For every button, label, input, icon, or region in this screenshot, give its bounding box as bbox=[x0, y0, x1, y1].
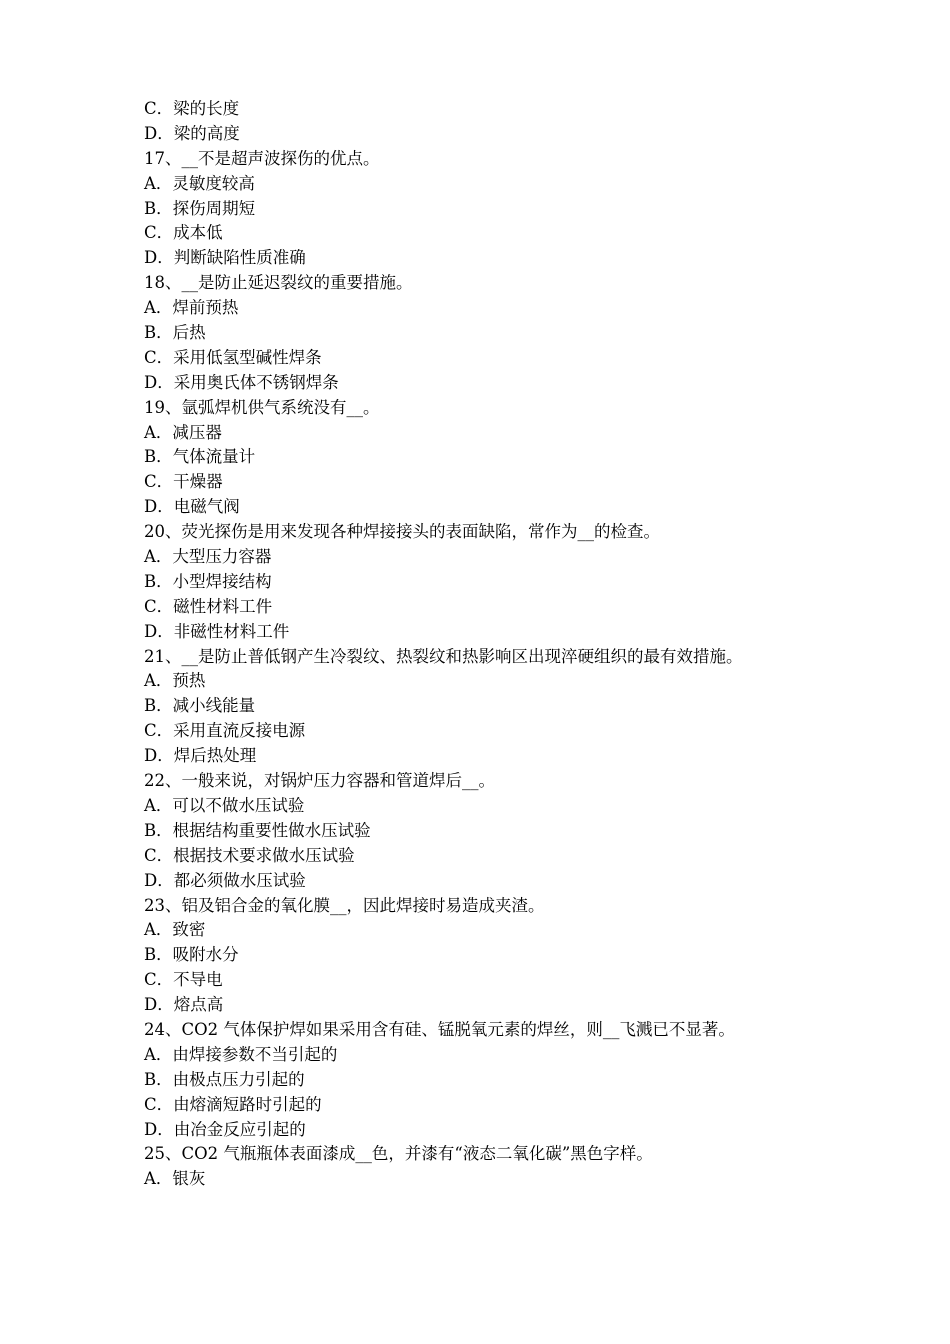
option-line: B．减小线能量 bbox=[144, 696, 256, 716]
option-line: B．小型焊接结构 bbox=[144, 571, 272, 591]
question-line: 25、CO2 气瓶瓶体表面漆成__色，并漆有“液态二氧化碳”黑色字样。 bbox=[144, 1144, 653, 1164]
option-line: D．梁的高度 bbox=[144, 123, 240, 143]
option-line: A．大型压力容器 bbox=[144, 547, 272, 567]
option-line: A．减压器 bbox=[144, 422, 222, 442]
option-line: C．根据技术要求做水压试验 bbox=[144, 845, 355, 865]
document-body bbox=[144, 97, 844, 1192]
option-line: A．灵敏度较高 bbox=[144, 173, 255, 193]
question-line: 22、一般来说，对锅炉压力容器和管道焊后__。 bbox=[144, 771, 495, 791]
option-line: D．电磁气阀 bbox=[144, 497, 240, 517]
option-line: A．由焊接参数不当引起的 bbox=[144, 1044, 338, 1064]
question-line: 20、荧光探伤是用来发现各种焊接接头的表面缺陷，常作为__的检查。 bbox=[144, 522, 660, 542]
option-line: D．熔点高 bbox=[144, 995, 224, 1015]
option-line: C．不导电 bbox=[144, 970, 223, 990]
option-line: C．成本低 bbox=[144, 223, 223, 243]
option-line: B．吸附水分 bbox=[144, 945, 239, 965]
option-line: C．干燥器 bbox=[144, 472, 223, 492]
question-line: 24、CO2 气体保护焊如果采用含有硅、锰脱氧元素的焊丝，则__飞溅已不显著。 bbox=[144, 1019, 735, 1039]
option-line: D．非磁性材料工件 bbox=[144, 621, 290, 641]
option-line: B．探伤周期短 bbox=[144, 198, 256, 218]
option-line: D．都必须做水压试验 bbox=[144, 870, 306, 890]
option-line: C．采用低氢型碱性焊条 bbox=[144, 347, 322, 367]
question-line: 19、氩弧焊机供气系统没有__。 bbox=[144, 397, 380, 417]
option-line: B．后热 bbox=[144, 323, 206, 343]
option-line: B．根据结构重要性做水压试验 bbox=[144, 820, 371, 840]
option-line: A．可以不做水压试验 bbox=[144, 795, 305, 815]
option-line: C．采用直流反接电源 bbox=[144, 721, 306, 741]
option-line: D．采用奥氏体不锈钢焊条 bbox=[144, 372, 339, 392]
option-line: A．银灰 bbox=[144, 1169, 206, 1189]
option-line: D．判断缺陷性质准确 bbox=[144, 248, 306, 268]
question-line: 17、__不是超声波探伤的优点。 bbox=[144, 148, 380, 168]
option-line: A．致密 bbox=[144, 920, 206, 940]
option-line: C．由熔滴短路时引起的 bbox=[144, 1094, 322, 1114]
question-line: 21、__是防止普低钢产生冷裂纹、热裂纹和热影响区出现淬硬组织的最有效措施。 bbox=[144, 646, 743, 666]
option-line: A．预热 bbox=[144, 671, 206, 691]
question-line: 23、铝及铝合金的氧化膜__，因此焊接时易造成夹渣。 bbox=[144, 895, 545, 915]
option-line: B．由极点压力引起的 bbox=[144, 1069, 305, 1089]
option-line: C．磁性材料工件 bbox=[144, 596, 273, 616]
option-line: A．焊前预热 bbox=[144, 298, 239, 318]
option-line: B．气体流量计 bbox=[144, 447, 256, 467]
question-line: 18、__是防止延迟裂纹的重要措施。 bbox=[144, 273, 413, 293]
option-line: C．梁的长度 bbox=[144, 99, 240, 118]
option-line: D．由冶金反应引起的 bbox=[144, 1119, 306, 1139]
option-line: D．焊后热处理 bbox=[144, 746, 257, 766]
